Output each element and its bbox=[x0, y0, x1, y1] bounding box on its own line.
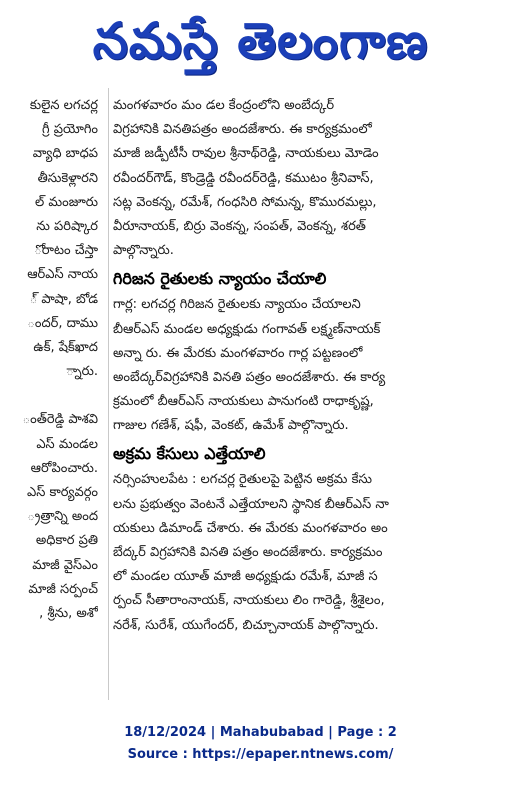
article-line: బీఆర్ఎస్ మండల అధ్యక్షుడు గంగావత్ లక్ష్మణ్‌నాయక్ bbox=[113, 321, 381, 337]
article-line: లో మండల యూత్ మాజీ అధ్యక్షుడు రమేశ్, మాజీ స bbox=[113, 569, 378, 585]
article-line: నర్సింహులపేట : లగచర్ల రైతులపై పెట్టిన అక్రమ కేసు bbox=[113, 472, 372, 488]
left-column-line: వ్యాధి బాధప bbox=[32, 146, 98, 162]
left-column-line: ్నారు. bbox=[66, 364, 98, 380]
article-line: మాజీ జడ్పీటీసీ రావుల శ్రీనాథ్‌రెడ్డి, నాయకులు మోడెం bbox=[113, 146, 379, 162]
article-line: సట్ల వెంకన్న, రమేశ్, గంధసిరి సోమన్న, కొమురమల్లు, bbox=[113, 194, 377, 210]
article-narsimhulapet bbox=[113, 468, 515, 637]
left-column-line: ఆరోపించారు. bbox=[30, 460, 98, 476]
article-line: ర్పంచ్ సీతారాంనాయక్, నాయకులు లిం గారెడ్డి, శ్రీశైలం, bbox=[113, 593, 385, 609]
column-divider bbox=[108, 88, 109, 700]
article-line: మంగళవారం మం డల కేంద్రంలోని అంబేద్కర్ bbox=[113, 98, 335, 113]
left-column-line: ఆర్ఎస్ నాయ bbox=[27, 267, 98, 283]
left-column-line: మాజీ వైస్ఎం bbox=[32, 557, 98, 573]
left-column-fragment bbox=[0, 94, 104, 706]
headline-tribal-farmers-justice: గిరిజన రైతులకు న్యాయం చేయాలి bbox=[113, 269, 327, 289]
left-column-line: గ్రీ ప్రయోగిం bbox=[41, 122, 98, 138]
article-line: లను ప్రభుత్వం వెంటనే ఎత్తేయాలని స్థానిక బీఆర్ఎస్ నా bbox=[113, 496, 389, 512]
left-column-line: ల్ మంజూరు bbox=[35, 194, 98, 210]
newspaper-logo: నమస్తే తెలంగాణ bbox=[92, 12, 429, 70]
source-link[interactable]: Source : https://epaper.ntnews.com/ bbox=[127, 747, 394, 762]
article-line: క్రమంలో బీఆర్ఎస్ నాయకులు పానుగంటి రాధాకృష్ణ, bbox=[113, 394, 374, 410]
footer bbox=[0, 722, 521, 766]
article-line: నరేశ్, సురేశ్, యుగేందర్, బిచ్చూనాయక్ పాల్గొన్నారు. bbox=[113, 617, 379, 633]
left-column-line: మాజీ సర్పంచ్ bbox=[28, 581, 98, 597]
left-column-line: ్రత్రాన్ని అంద bbox=[27, 509, 98, 525]
article-line: అంబేద్కర్‌విగ్రహానికి వినతి పత్రం అందజేశారు. ఈ కార్య bbox=[113, 369, 386, 385]
left-column-line: , శ్రీను, అశో bbox=[39, 605, 98, 621]
article-line: గాజుల గణేశ్, షఫీ, వెంకట్, ఉమేశ్ పాల్గొన్నారు. bbox=[113, 418, 349, 434]
edition-info: 18/12/2024 | Mahabubabad | Page : 2 bbox=[124, 725, 397, 740]
article-line: వీరూనాయక్, బిర్రు వెంకన్న, సంపత్, వెంకన్న, శరత్ bbox=[113, 218, 366, 234]
left-column-line: ్ పాషా, బోడ bbox=[29, 291, 98, 307]
left-column-line: ందర్, దాము bbox=[27, 315, 98, 331]
article-line: యకులు డిమాండ్ చేశారు. ఈ మేరకు మంగళవారం అం bbox=[113, 520, 388, 536]
left-column-line: ఎస్ కార్యవర్గం bbox=[27, 485, 98, 500]
article-line: బేద్కర్ విగ్రహానికి వినతి పత్రం అందజేశారు. కార్యక్రమం bbox=[113, 545, 383, 560]
headline-withdraw-illegal-cases: అక్రమ కేసులు ఎత్తేయాలి bbox=[113, 444, 266, 464]
left-column-text bbox=[0, 94, 98, 626]
left-column-line: తీసుకెళ్లారని bbox=[37, 170, 98, 186]
left-column-line: ఉక్, షేక్‌ఖాద bbox=[33, 339, 98, 355]
article-line: విగ్రహానికి వినతిపత్రం అందజేశారు. ఈ కార్యక్రమంలో bbox=[113, 122, 372, 138]
left-column-line: ంత్‌రెడ్డి పాశవి bbox=[22, 412, 98, 428]
article-line: అన్నా రు. ఈ మేరకు మంగళవారం గార్ల పట్టణంలో bbox=[113, 345, 363, 361]
left-column-line: ోరాటం చేస్తా bbox=[34, 243, 98, 259]
article-garla bbox=[113, 293, 515, 438]
article-continuation bbox=[113, 94, 515, 263]
right-column bbox=[113, 94, 515, 706]
left-column-line: కులైన లగచర్ల bbox=[29, 98, 98, 113]
article-line: రవీందర్‌గౌడ్, కొండ్రెడ్డి రవీందర్‌రెడ్డి, కముటం శ్రీనివాస్, bbox=[113, 170, 374, 186]
left-column-line: ను పరిష్కార bbox=[36, 218, 98, 234]
left-column-line: ఎస్ మండల bbox=[36, 436, 98, 452]
left-column-line bbox=[0, 384, 98, 408]
article-line: గార్ల: లగచర్ల గిరిజన రైతులకు న్యాయం చేయాలని bbox=[113, 297, 361, 313]
masthead bbox=[0, 0, 521, 82]
left-column-line: అధికార ప్రతి bbox=[35, 533, 98, 549]
article-line: పాల్గొన్నారు. bbox=[113, 243, 174, 259]
